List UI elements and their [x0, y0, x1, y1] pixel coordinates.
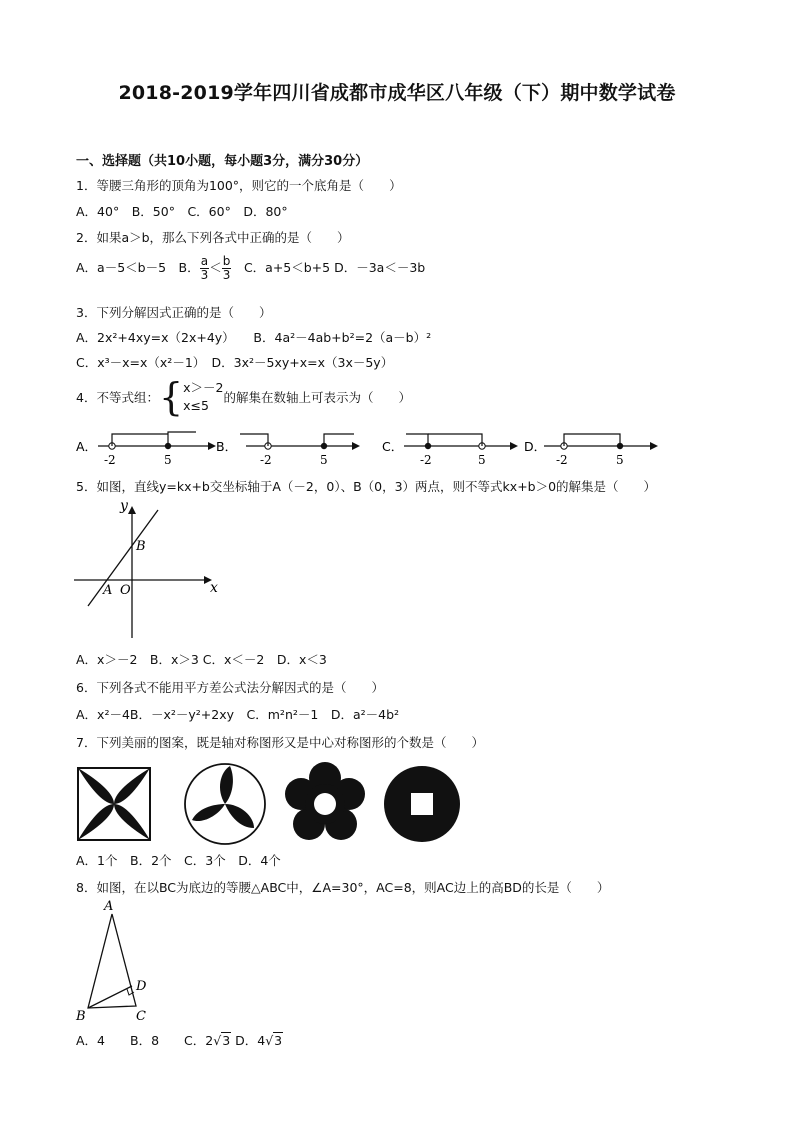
point-a-label: A [103, 583, 113, 598]
question-2-options-cd: C．a+5＜b+5 D．－3a＜－3b [231, 260, 426, 275]
question-2-options [76, 255, 425, 282]
vertex-a-label: A [104, 899, 114, 914]
tick-5-b: 5 [320, 453, 328, 467]
question-1-options: A．40° B．50° C．60° D．80° [76, 204, 288, 219]
coin-pattern [384, 766, 460, 842]
question-4-stem [76, 375, 412, 419]
question-5-options: A．x＞－2 B．x＞3 C．x＜－2 D．x＜3 [76, 652, 327, 667]
number-line-a [76, 432, 216, 467]
question-8-option-d: D．4 [231, 1033, 266, 1048]
number-line-d [524, 434, 658, 467]
vertex-c-label: C [136, 1009, 146, 1024]
question-7-stem: 7．下列美丽的图案，既是轴对称图形又是中心对称图形的个数是（ ） [76, 735, 484, 750]
question-8-options-abc: A．4 B．8 C．2 [76, 1033, 214, 1048]
question-5-stem: 5．如图，直线y=kx+b交坐标轴于A（－2，0）、B（0，3）两点，则不等式kx+b＞0的解集是（ ） [76, 479, 657, 494]
option-a-label: A． [76, 439, 98, 454]
y-label: y [120, 498, 128, 514]
inequality-system: x＞－2 x≤5 [183, 380, 224, 413]
tick-5-a: 5 [164, 453, 172, 467]
question-2-stem: 2．如果a＞b，那么下列各式中正确的是（ ） [76, 230, 350, 245]
number-line-c [382, 434, 518, 467]
page-title: 2018-2019学年四川省成都市成华区八年级（下）期中数学试卷 [118, 82, 676, 104]
section-heading: 一、选择题（共10小题，每小题3分，满分30分） [76, 154, 369, 169]
pattern-figures [70, 760, 470, 846]
question-4-stem-post: 的解集在数轴上可表示为（ ） [223, 390, 412, 405]
option-b-label: B． [216, 439, 238, 454]
question-7-options: A．1个 B．2个 C．3个 D．4个 [76, 853, 281, 868]
option-c-label: C． [382, 439, 404, 454]
option-d-label: D． [524, 439, 547, 454]
circle-three-petal-pattern [185, 764, 265, 844]
question-2-option-a: A．a－5＜b－5 B． [76, 260, 200, 275]
question-3-stem: 3．下列分解因式正确的是（ ） [76, 305, 272, 320]
foot-d-label: D [136, 979, 147, 994]
linear-function-figure [70, 496, 220, 644]
tick-neg2-a: -2 [104, 453, 116, 467]
x-label: x [210, 580, 218, 596]
tick-neg2-c: -2 [420, 453, 432, 467]
flower-pattern [285, 762, 365, 840]
fraction-b-over-3: $\frac{b}{3}$ [222, 254, 231, 282]
question-8-options [76, 1031, 283, 1049]
question-3-options-row1: A．2x²+4xy=x（2x+4y） B．4a²－4ab+b²=2（a－b）² [76, 330, 432, 345]
question-4-stem-pre: 4．不等式组： [76, 390, 159, 405]
sqrt-symbol-c: √ [213, 1033, 222, 1048]
fraction-a-over-3: $\frac{a}{3}$ [200, 254, 209, 282]
question-3-options-row2: C．x³－x=x（x²－1） D．3x²－5xy+x=x（3x－5y） [76, 355, 394, 370]
question-8-stem: 8．如图，在以BC为底边的等腰△ABC中，∠A=30°，AC=8，则AC边上的高BD的长是（ ） [76, 880, 610, 895]
tick-neg2-d: -2 [556, 453, 568, 467]
altitude-bd [88, 986, 132, 1008]
less-than-sign: ＜ [209, 260, 222, 275]
sqrt-symbol-d: √ [265, 1033, 274, 1048]
sqrt-radicand-c: 3 [222, 1033, 231, 1048]
question-6-stem: 6．下列各式不能用平方差公式法分解因式的是（ ） [76, 680, 384, 695]
brace-symbol: { [158, 375, 184, 419]
question-6-options: A．x²－4B．－x²－y²+2xy C．m²n²－1 D．a²－4b² [76, 707, 400, 722]
question-1-stem: 1．等腰三角形的顶角为100°，则它的一个底角是（ ） [76, 178, 402, 193]
origin-label: O [120, 583, 131, 598]
tick-5-d: 5 [616, 453, 624, 467]
vertex-b-label: B [76, 1009, 86, 1024]
tick-5-c: 5 [478, 453, 486, 467]
number-line-options [70, 428, 670, 468]
number-line-b [216, 434, 360, 467]
triangle-figure [70, 898, 170, 1024]
sqrt-radicand-d: 3 [274, 1033, 283, 1048]
point-b-label: B [136, 539, 146, 554]
square-leaf-pattern [78, 768, 150, 840]
tick-neg2-b: -2 [260, 453, 272, 467]
